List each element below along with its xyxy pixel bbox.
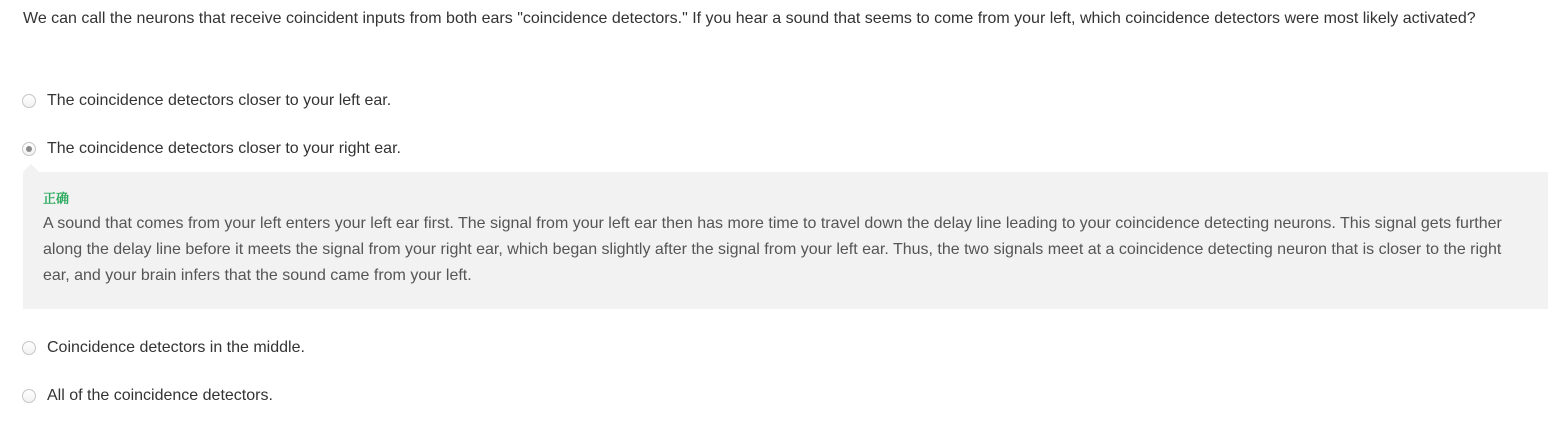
answer-feedback-panel: [23, 172, 1548, 309]
option-middle[interactable]: [22, 337, 305, 359]
feedback-explanation: A sound that comes from your left enters your left ear first. The signal from your left ear then has more time to travel down the delay line leading to your coincidence detecting neurons. This signal gets further along the delay line before it meets the signal from your right ear, which began slightly after the signal from your left ear. Thus, the two signals meet at a coincidence detecting neuron that is closer to the right ear, and your brain infers that the sound came from your left.: [43, 215, 1502, 284]
option-label: The coincidence detectors closer to your left ear.: [47, 92, 392, 109]
option-label: Coincidence detectors in the middle.: [47, 339, 305, 356]
radio-button[interactable]: [22, 341, 36, 355]
option-all[interactable]: [22, 385, 273, 407]
option-label: All of the coincidence detectors.: [47, 387, 273, 404]
radio-button[interactable]: [22, 94, 36, 108]
radio-button-selected[interactable]: [22, 142, 36, 156]
radio-button[interactable]: [22, 389, 36, 403]
option-left-ear[interactable]: [22, 90, 391, 112]
feedback-status: 正确: [43, 192, 70, 207]
option-label: The coincidence detectors closer to your right ear.: [47, 140, 401, 157]
option-right-ear[interactable]: [22, 138, 401, 160]
question-text: We can call the neurons that receive coincident inputs from both ears "coincidence detectors." If you hear a sound that seems to come from your left, which coincidence detectors were most likely activated?: [23, 10, 1476, 27]
